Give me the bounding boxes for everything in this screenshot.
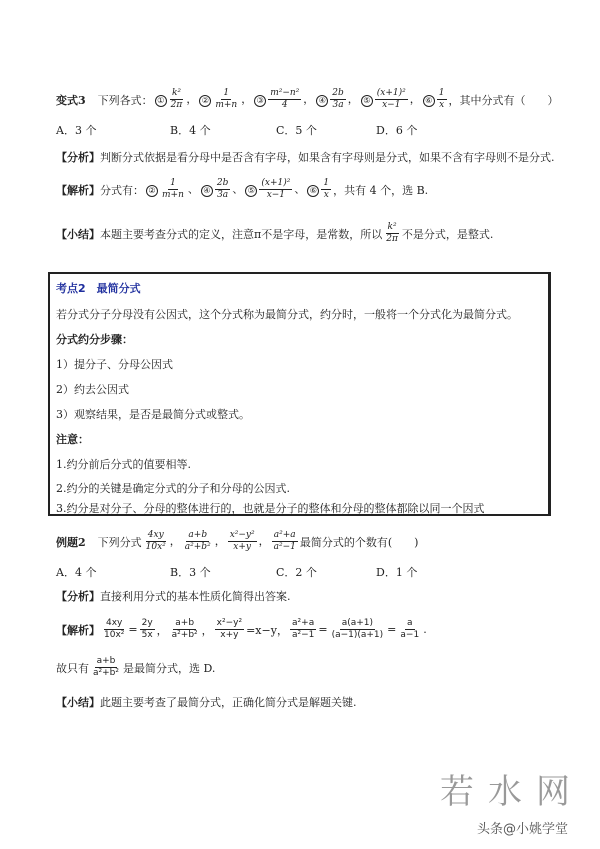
numerator: 4xy bbox=[106, 618, 123, 628]
numerator: a²+a bbox=[273, 530, 296, 540]
conclusion-text-end: 是最简分式，选 D. bbox=[123, 661, 216, 675]
question-tail: ，其中分式有（ ） bbox=[448, 93, 559, 107]
item-number-icon: ④ bbox=[201, 185, 213, 197]
numerator: 2b bbox=[216, 178, 229, 188]
expression-list: ① $\frac{\text{k²}}{2\pi}$ ， ② $\frac{1}{m+n}$ ， ③ $\frac{\text{m²−n²}}{4}$ ， ④ $\frac{2b}{3a}$ ， ⑤ $\frac{\text{(x+1)²}}{x-1}$ ， ⑥ $\frac{1}{x}$ bbox=[153, 88, 449, 111]
denominator: m+n bbox=[215, 100, 238, 110]
denominator: a−1 bbox=[400, 630, 420, 640]
numerator: m²−n² bbox=[270, 88, 300, 98]
option-a: A．3 个 bbox=[56, 124, 97, 137]
summary-text: 此题主要考查了最简分式，正确化简分式是解题关键. bbox=[100, 696, 357, 709]
box-line: 3）观察结果，是否是最简分式或整式。 bbox=[56, 408, 250, 421]
analysis-label: 【分析】 bbox=[56, 590, 100, 603]
fraction bbox=[330, 618, 386, 641]
numerator: a+b bbox=[188, 530, 208, 540]
numerator: a²+a bbox=[292, 618, 315, 628]
numerator: a+b bbox=[175, 618, 195, 628]
question-tail: 最简分式的个数有( ) bbox=[299, 535, 419, 549]
numerator: (x+1)² bbox=[261, 178, 291, 188]
denominator: x+y bbox=[233, 542, 251, 552]
option-c: C．5 个 bbox=[276, 124, 317, 137]
solution-label: 【解析】 bbox=[56, 623, 100, 637]
numerator: 2b bbox=[332, 88, 344, 98]
numerator: a bbox=[407, 618, 413, 628]
numerator: k² bbox=[387, 222, 397, 232]
option-a: A．4 个 bbox=[56, 566, 97, 579]
fraction bbox=[384, 222, 400, 245]
solution-expressions: ② $\frac{1}{m+n}$ 、 ④ $\frac{2b}{3a}$ 、 ⑤ $\frac{\text{(x+1)²}}{x-1}$ 、 ⑥ $\frac{1}{x}$ bbox=[144, 178, 333, 201]
box-line: 2）约去公因式 bbox=[56, 383, 129, 396]
item-number-icon: ① bbox=[155, 95, 167, 107]
item-number-icon: ⑥ bbox=[423, 95, 435, 107]
variant3-analysis bbox=[56, 149, 555, 165]
denominator: a²+b² bbox=[184, 542, 211, 552]
example2-conclusion bbox=[56, 656, 215, 679]
denominator: (a−1)(a+1) bbox=[331, 630, 384, 640]
fraction bbox=[160, 178, 186, 201]
fraction bbox=[398, 618, 421, 641]
fraction bbox=[215, 178, 231, 201]
option-d: D．1 个 bbox=[376, 566, 418, 579]
option-c: C．2 个 bbox=[276, 566, 317, 579]
summary-text-end: 不是分式，是整式. bbox=[401, 227, 494, 241]
denominator: a²−1 bbox=[291, 630, 315, 640]
analysis-text: 判断分式依据是看分母中是否含有字母，如果含有字母则是分式，如果不含有字母则不是分式. bbox=[100, 151, 555, 164]
numerator: k² bbox=[171, 88, 182, 98]
item-number-icon: ② bbox=[146, 185, 158, 197]
fraction bbox=[144, 530, 168, 553]
numerator: 4xy bbox=[147, 530, 164, 540]
fraction bbox=[183, 530, 213, 553]
numerator: x²−y² bbox=[229, 530, 255, 540]
fraction bbox=[268, 88, 301, 111]
denominator: a²−1 bbox=[273, 542, 296, 552]
summary-label: 【小结】 bbox=[56, 227, 100, 241]
watermark-credit: 头条@小姚学堂 bbox=[477, 822, 569, 837]
solution-tail: ，共有 4 个，选 B. bbox=[333, 183, 429, 197]
denominator: m+n bbox=[162, 190, 184, 200]
fraction bbox=[102, 618, 126, 641]
denominator: x bbox=[439, 100, 445, 110]
numerator: a+b bbox=[96, 656, 116, 666]
item-number-icon: ⑥ bbox=[307, 185, 319, 197]
denominator: 3a bbox=[332, 100, 344, 110]
solution-label: 【解析】 bbox=[56, 183, 100, 197]
fraction-list: $\frac{4xy}{\text{10x²}}$ ， $\frac{a+b}{\text{a²+b²}}$ ， $\frac{\text{x²−y²}}{x+y}$ ， $\frac{\text{a²+a}}{\text{a²−1}}$ bbox=[145, 530, 296, 552]
variant3-label: 变式3 bbox=[56, 93, 86, 107]
example2-summary bbox=[56, 694, 357, 710]
watermark-logo: 若水网 bbox=[440, 772, 584, 812]
numerator: (x+1)² bbox=[376, 88, 406, 98]
denominator: 5x bbox=[141, 630, 153, 640]
numerator: 1 bbox=[323, 178, 330, 188]
numerator: 1 bbox=[170, 178, 176, 188]
prompt: 下列分式 bbox=[97, 535, 142, 549]
analysis-label: 【分析】 bbox=[56, 151, 100, 164]
fraction bbox=[215, 618, 244, 641]
numerator: 1 bbox=[438, 88, 445, 98]
example2-analysis bbox=[56, 588, 291, 604]
example2-question bbox=[56, 530, 418, 553]
denominator: 4 bbox=[281, 100, 288, 110]
solution-prefix: 分式有： bbox=[100, 183, 144, 197]
item-number-icon: ② bbox=[199, 95, 211, 107]
summary-label: 【小结】 bbox=[56, 696, 100, 709]
fraction bbox=[330, 88, 346, 111]
denominator: 3a bbox=[217, 190, 229, 200]
box-line: 2.约分的关键是确定分式的分子和分母的公因式. bbox=[56, 482, 290, 495]
fraction bbox=[170, 618, 200, 641]
example2-label: 例题2 bbox=[56, 535, 86, 549]
fraction bbox=[375, 88, 408, 111]
variant3-summary bbox=[56, 222, 493, 245]
denominator: x−1 bbox=[382, 100, 401, 110]
box-line: 3.约分是对分子、分母的整体进行的，也就是分子的整体和分母的整体都除以同一个因式 bbox=[56, 502, 485, 515]
box-line: 若分式分子分母没有公因式，这个分式称为最简分式，约分时，一般将一个分式化为最简分式。 bbox=[56, 308, 518, 321]
fraction bbox=[228, 530, 257, 553]
box-line: 注意： bbox=[56, 433, 89, 446]
prompt: 下列各式： bbox=[97, 93, 153, 107]
numerator: 1 bbox=[223, 88, 230, 98]
key-point-box bbox=[48, 272, 551, 516]
item-number-icon: ③ bbox=[254, 95, 266, 107]
variant3-solution bbox=[56, 178, 428, 201]
fraction bbox=[213, 88, 239, 111]
denominator: 2π bbox=[170, 100, 183, 110]
summary-text: 本题主要考查分式的定义，注意π不是字母，是常数，所以 bbox=[100, 227, 383, 241]
denominator: 2π bbox=[386, 234, 398, 244]
fraction bbox=[272, 530, 298, 553]
fraction bbox=[169, 88, 185, 111]
fraction bbox=[91, 656, 121, 679]
box-line: 1.约分前后分式的值要相等. bbox=[56, 458, 191, 471]
numerator: x²−y² bbox=[216, 618, 243, 628]
numerator: 2y bbox=[141, 618, 153, 628]
denominator: x bbox=[323, 190, 329, 200]
denominator: x−1 bbox=[266, 190, 286, 200]
conclusion-text: 故只有 bbox=[56, 661, 89, 675]
option-b: B．4 个 bbox=[170, 124, 211, 137]
analysis-text: 直接利用分式的基本性质化简得出答案. bbox=[100, 590, 291, 603]
denominator: 10x² bbox=[104, 630, 125, 640]
variant3-question bbox=[56, 88, 559, 111]
denominator: x+y bbox=[220, 630, 239, 640]
item-number-icon: ④ bbox=[316, 95, 328, 107]
denominator: 10x² bbox=[145, 542, 166, 552]
denominator: a²+b² bbox=[171, 630, 198, 640]
fraction bbox=[290, 618, 316, 641]
item-number-icon: ⑤ bbox=[245, 185, 257, 197]
equals-result: =x−y， bbox=[246, 623, 288, 637]
item-number-icon: ⑤ bbox=[361, 95, 373, 107]
box-title: 考点2 最简分式 bbox=[56, 282, 141, 295]
numerator: a(a+1) bbox=[341, 618, 374, 628]
fraction bbox=[321, 178, 331, 201]
box-line: 分式约分步骤： bbox=[56, 333, 133, 346]
fraction bbox=[437, 88, 447, 111]
fraction bbox=[259, 178, 292, 201]
equals: = bbox=[128, 623, 138, 636]
box-line: 1）提分子、分母公因式 bbox=[56, 358, 173, 371]
option-d: D．6 个 bbox=[376, 124, 418, 137]
denominator: a²+b² bbox=[93, 668, 119, 678]
fraction bbox=[140, 618, 155, 641]
example2-solution: 【解析】 $\frac{4xy}{\text{10x²}}$ = $\frac{2y}{5x}$ ， $\frac{a+b}{\text{a²+b²}}$ ， $\frac{\text{x²−y²}}{x+y}$ =x−y， $\frac{\text{a²+a}}{\text{a²−1}}$ = $\frac{a(a+1)}{(a-1)(a+1)}$ = $\frac{a}{a-1}$ . bbox=[56, 618, 427, 640]
option-b: B．3 个 bbox=[170, 566, 211, 579]
